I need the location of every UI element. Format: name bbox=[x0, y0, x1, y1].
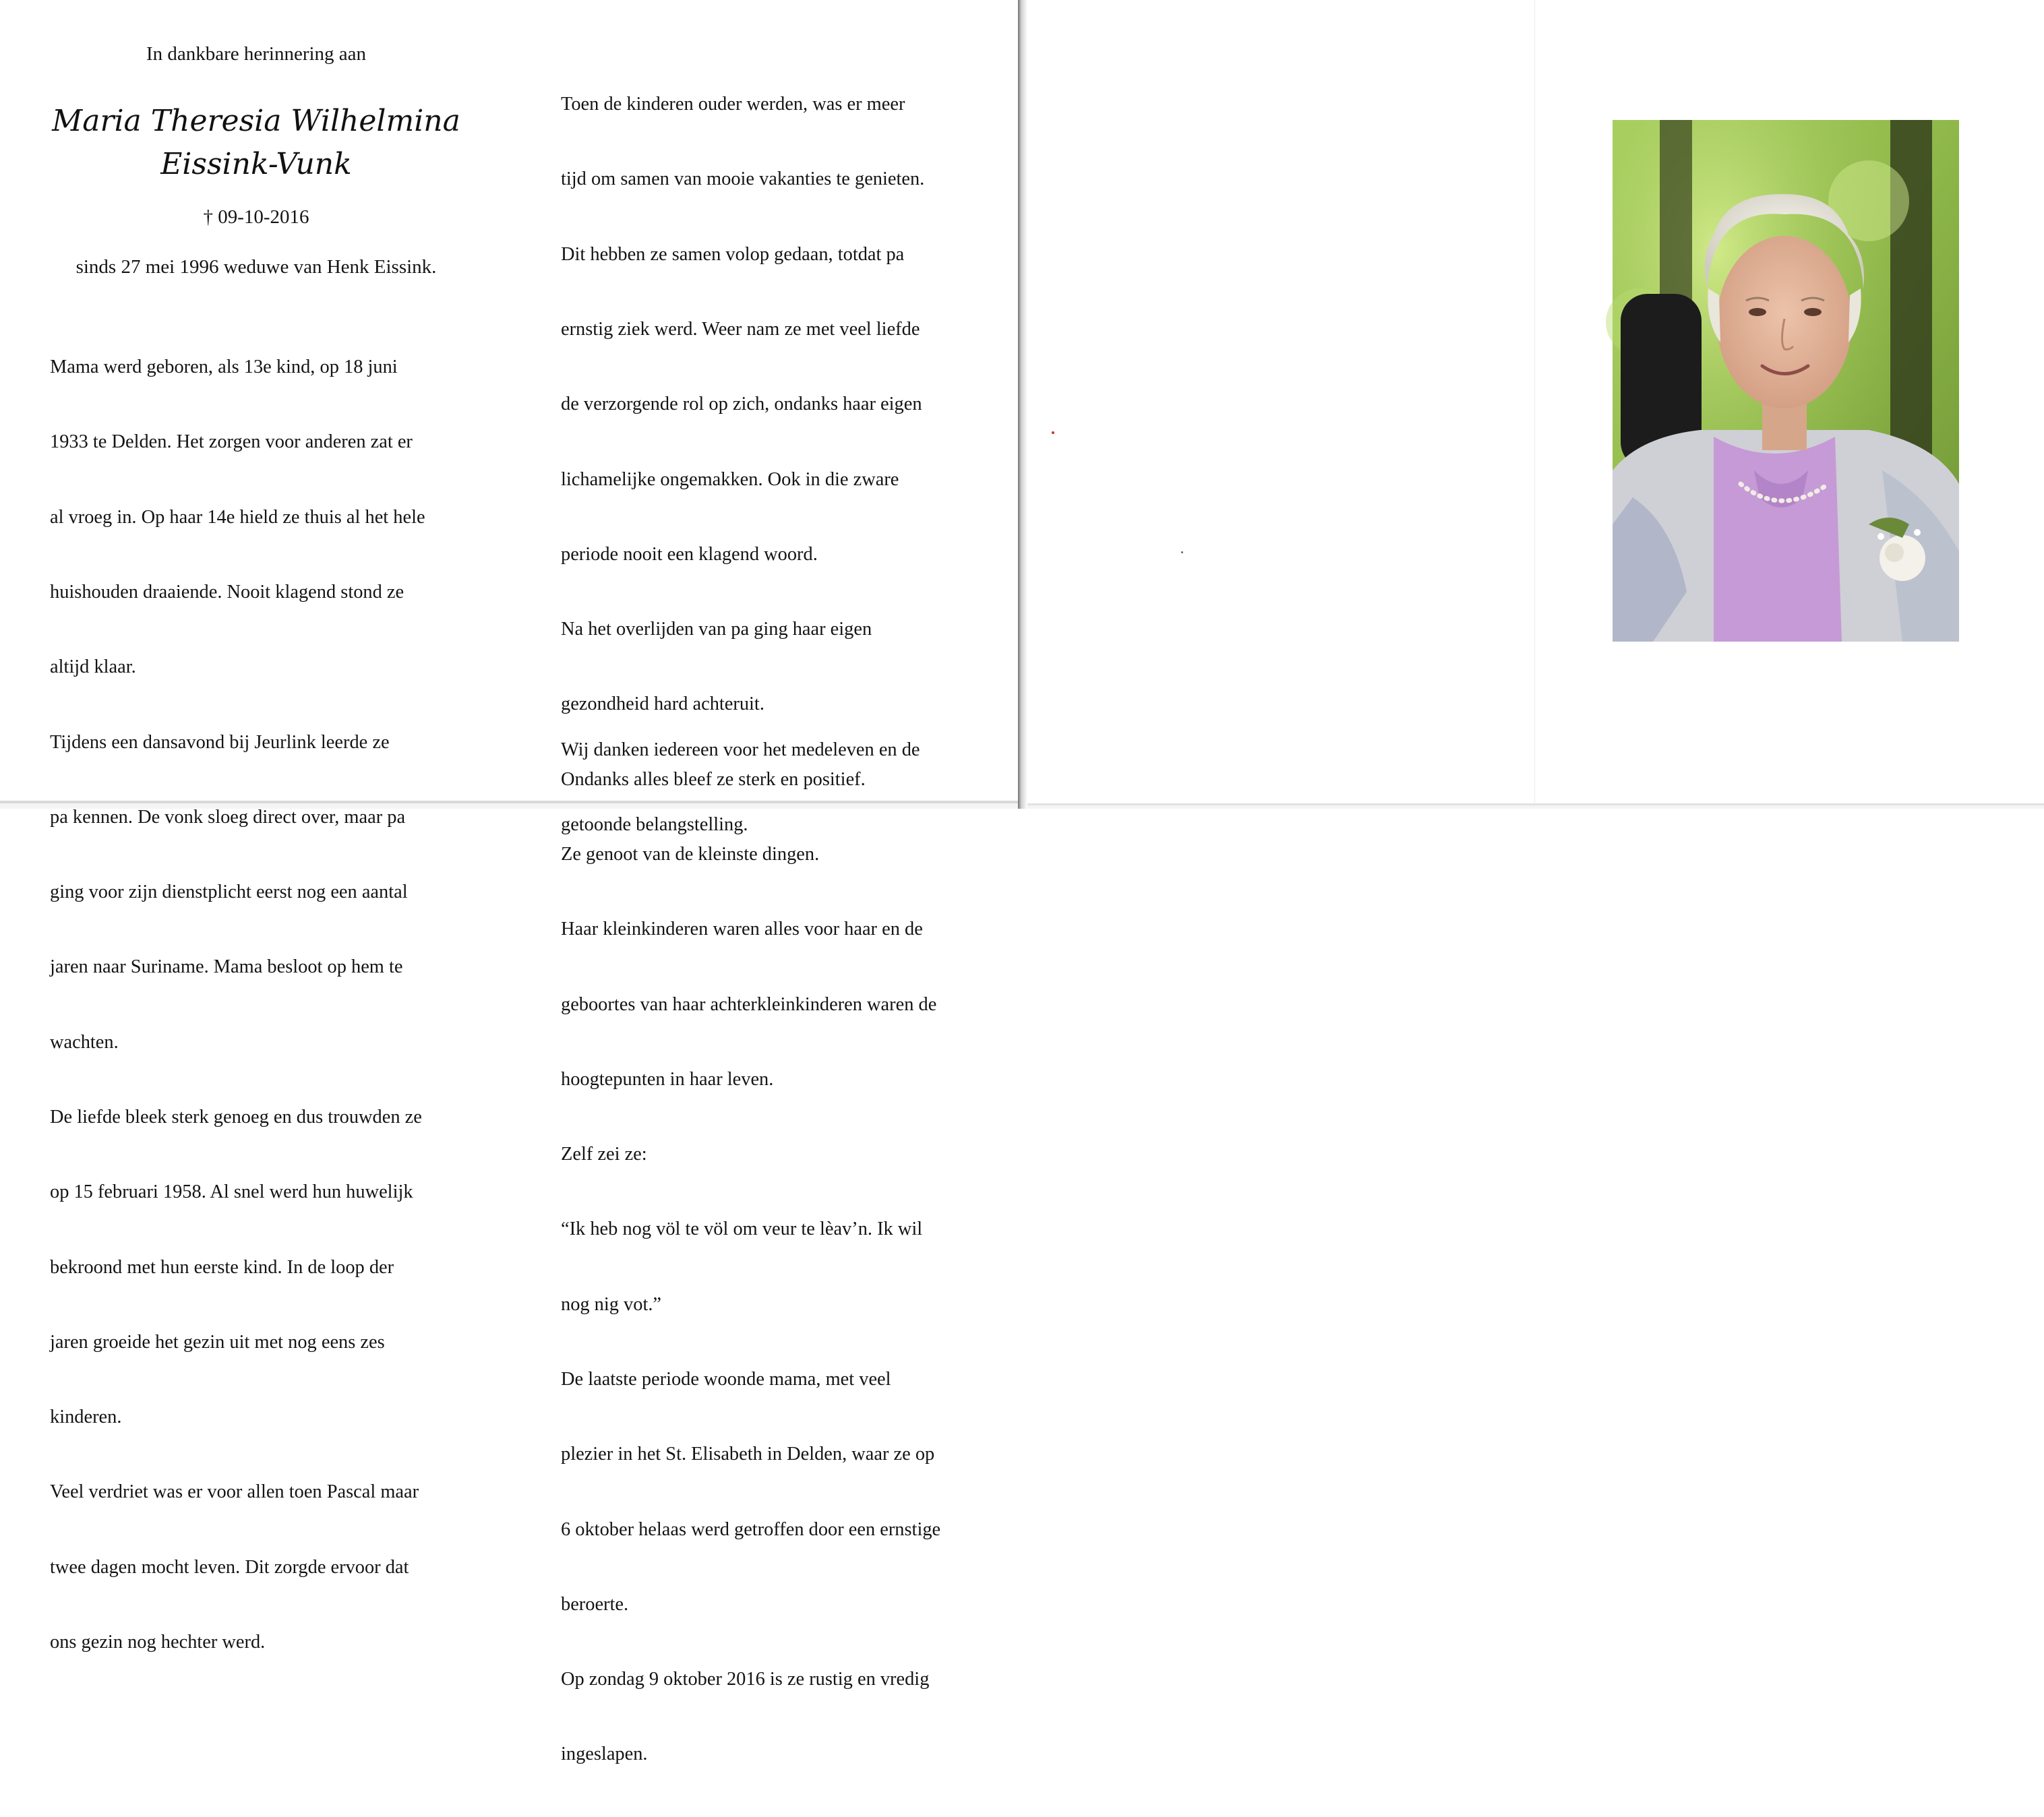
text-line: beroerte. bbox=[561, 1593, 629, 1615]
text-line: 6 oktober helaas werd getroffen door een ernstige bbox=[561, 1518, 941, 1540]
text-line: plezier in het St. Elisabeth in Delden, waar ze op bbox=[561, 1444, 935, 1465]
text-line: De laatste periode woonde mama, met veel bbox=[561, 1368, 891, 1390]
text-line: lichamelijke ongemakken. Ook in die zware bbox=[561, 468, 899, 490]
text-line: kinderen. bbox=[50, 1407, 122, 1428]
text-line: periode nooit een klagend woord. bbox=[561, 543, 818, 565]
text-line: jaren naar Suriname. Mama besloot op hem te bbox=[50, 956, 403, 978]
widow-line: sinds 27 mei 1996 weduwe van Henk Eissink. bbox=[76, 256, 437, 278]
dust-speck bbox=[1181, 551, 1183, 553]
text-line: bekroond met hun eerste kind. In de loop der bbox=[50, 1256, 394, 1278]
name-line-1: Maria Theresia Wilhelmina bbox=[52, 104, 460, 138]
text-line: Toen de kinderen ouder werden, was er meer bbox=[561, 94, 905, 115]
text-line: Veel verdriet was er voor allen toen Pascal maar bbox=[50, 1481, 419, 1503]
intro-line: In dankbare herinnering aan bbox=[146, 43, 367, 65]
text-line: Tijdens een dansavond bij Jeurlink leerde ze bbox=[50, 731, 390, 753]
death-date: † 09-10-2016 bbox=[203, 206, 309, 228]
text-line: Mama werd geboren, als 13e kind, op 18 juni bbox=[50, 357, 398, 378]
name-line-2: Eissink-Vunk bbox=[160, 147, 352, 181]
text-line: tijd om samen van mooie vakanties te genieten. bbox=[561, 168, 925, 190]
text-line: nog nig vot.” bbox=[561, 1293, 662, 1315]
text-line: ons gezin nog hechter werd. bbox=[50, 1631, 266, 1653]
text-line: getoonde belangstelling. bbox=[561, 814, 748, 836]
text-line: jaren groeide het gezin uit met nog eens zes bbox=[50, 1331, 385, 1353]
thank-you-note bbox=[561, 687, 920, 888]
text-line: gezondheid hard achteruit. bbox=[561, 694, 764, 715]
text-line: al vroeg in. Op haar 14e hield ze thuis al het hele bbox=[50, 506, 425, 528]
text-line: “Ik heb nog völ te völ om veur te lèav’n. Ik wil bbox=[561, 1219, 923, 1240]
text-line: ernstig ziek werd. Weer nam ze met veel liefde bbox=[561, 319, 920, 340]
biography-column-left bbox=[50, 305, 425, 1704]
text-line: twee dagen mocht leven. Dit zorgde ervoor dat bbox=[50, 1556, 409, 1578]
text-line: Wij danken iedereen voor het medeleven en de bbox=[561, 739, 920, 761]
text-line: wachten. bbox=[50, 1031, 119, 1053]
text-line: Na het overlijden van pa ging haar eigen bbox=[561, 619, 872, 640]
text-line: 1933 te Delden. Het zorgen voor anderen zat er bbox=[50, 431, 413, 453]
portrait-photo-icon bbox=[1613, 120, 1959, 642]
text-line: Haar kleinkinderen waren alles voor haar en de bbox=[561, 919, 923, 940]
text-line: Zelf zei ze: bbox=[561, 1144, 647, 1165]
text-line: altijd klaar. bbox=[50, 656, 136, 678]
text-line: hoogtepunten in haar leven. bbox=[561, 1068, 774, 1090]
text-line: De liefde bleek sterk genoeg en dus trouwden ze bbox=[50, 1107, 422, 1128]
text-line: Ze genoot van de kleinste dingen. bbox=[561, 844, 820, 865]
card-crease bbox=[1534, 0, 1535, 803]
text-line: de verzorgende rol op zich, ondanks haar eigen bbox=[561, 394, 922, 415]
text-line: Ondanks alles bleef ze sterk en positief. bbox=[561, 768, 866, 790]
text-line: huishouden draaiende. Nooit klagend stond ze bbox=[50, 582, 404, 603]
text-line: Op zondag 9 oktober 2016 is ze rustig en vredig bbox=[561, 1669, 930, 1690]
card-inner-left-spread bbox=[0, 0, 1018, 1765]
text-line: geboortes van haar achterkleinkinderen waren de bbox=[561, 993, 937, 1015]
text-line: op 15 februari 1958. Al snel werd hun huwelijk bbox=[50, 1181, 413, 1203]
text-line: Dit hebben ze samen volop gedaan, totdat pa bbox=[561, 243, 905, 265]
dust-speck bbox=[1052, 431, 1054, 434]
deceased-name bbox=[27, 100, 485, 186]
biography-column-right bbox=[561, 42, 940, 1817]
text-line: ging voor zijn dienstplicht eerst nog een aantal bbox=[50, 882, 408, 903]
text-line: ingeslapen. bbox=[561, 1744, 648, 1765]
text-line: pa kennen. De vonk sloeg direct over, maar pa bbox=[50, 806, 406, 828]
card-fold bbox=[1018, 0, 1027, 809]
